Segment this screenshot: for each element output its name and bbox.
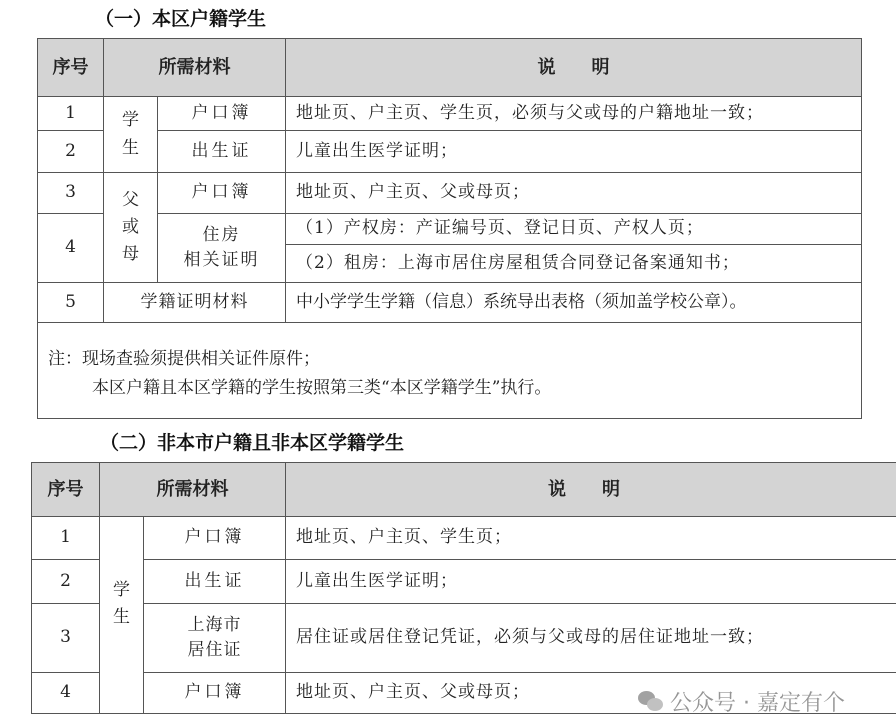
table-row [38, 131, 862, 173]
table-row [38, 97, 862, 131]
row-seq: 2 [38, 131, 104, 173]
watermark [638, 686, 845, 717]
row-material: 住房 相关证明 [158, 214, 286, 283]
row-seq: 3 [32, 604, 100, 673]
table-row [38, 173, 862, 214]
row-material: 学籍证明材料 [104, 283, 286, 323]
row-description: 地址页、户主页、学生页； [286, 517, 896, 560]
group-student: 学 生 [100, 517, 144, 714]
note-line-2: 本区户籍且本区学籍的学生按照第三类“本区学籍学生”执行。 [92, 377, 552, 398]
header-materials: 所需材料 [104, 39, 286, 97]
header-seq: 序号 [32, 463, 100, 517]
header-seq: 序号 [38, 39, 104, 97]
row-seq: 5 [38, 283, 104, 323]
table-row [38, 214, 862, 245]
note-line-1: 注：现场查验须提供相关证件原件； [48, 349, 320, 369]
section2-title: （二）非本市户籍且非本区学籍学生 [100, 432, 405, 454]
section1-table [37, 38, 862, 419]
row-description: 儿童出生医学证明； [286, 131, 862, 173]
section2-table [31, 462, 896, 714]
table-row [32, 604, 896, 673]
header-description: 说 明 [286, 39, 862, 97]
row-seq: 2 [32, 560, 100, 604]
table-header-row [38, 39, 862, 97]
wechat-icon [638, 691, 664, 713]
table-header-row [32, 463, 896, 517]
row-material: 户口簿 [144, 517, 286, 560]
section1-title: （一）本区户籍学生 [95, 8, 267, 30]
row-material: 户口簿 [144, 673, 286, 714]
group-parent: 父 或 母 [104, 173, 158, 283]
row-seq: 3 [38, 173, 104, 214]
row-description: 中小学学生学籍（信息）系统导出表格（须加盖学校公章）。 [286, 283, 862, 323]
row-material: 出生证 [158, 131, 286, 173]
table-row [32, 560, 896, 604]
row-material: 户口簿 [158, 97, 286, 131]
row-seq: 1 [32, 517, 100, 560]
row-description: 地址页、户主页、学生页，必须与父或母的户籍地址一致； [286, 97, 862, 131]
watermark-text: 公众号 · 嘉定有个 [670, 691, 845, 716]
note-row [38, 323, 862, 419]
row-description: 地址页、户主页、父或母页； [286, 173, 862, 214]
row-description: 地址页、户主页、父或母页； [286, 673, 896, 714]
row-material: 户口簿 [158, 173, 286, 214]
row-seq: 1 [38, 97, 104, 131]
group-student: 学 生 [104, 97, 158, 173]
table-row [38, 283, 862, 323]
row-description: （1）产权房：产证编号页、登记日页、产权人页； [286, 214, 862, 245]
header-description: 说 明 [286, 463, 896, 517]
row-seq: 4 [38, 214, 104, 283]
row-description: 居住证或居住登记凭证，必须与父或母的居住证地址一致； [286, 604, 896, 673]
row-material: 出生证 [144, 560, 286, 604]
header-materials: 所需材料 [100, 463, 286, 517]
row-material: 上海市 居住证 [144, 604, 286, 673]
row-seq: 4 [32, 673, 100, 714]
note [38, 323, 862, 419]
table-row [32, 517, 896, 560]
row-description: 儿童出生医学证明； [286, 560, 896, 604]
row-description-2: （2）租房：上海市居住房屋租赁合同登记备案通知书； [286, 245, 862, 283]
